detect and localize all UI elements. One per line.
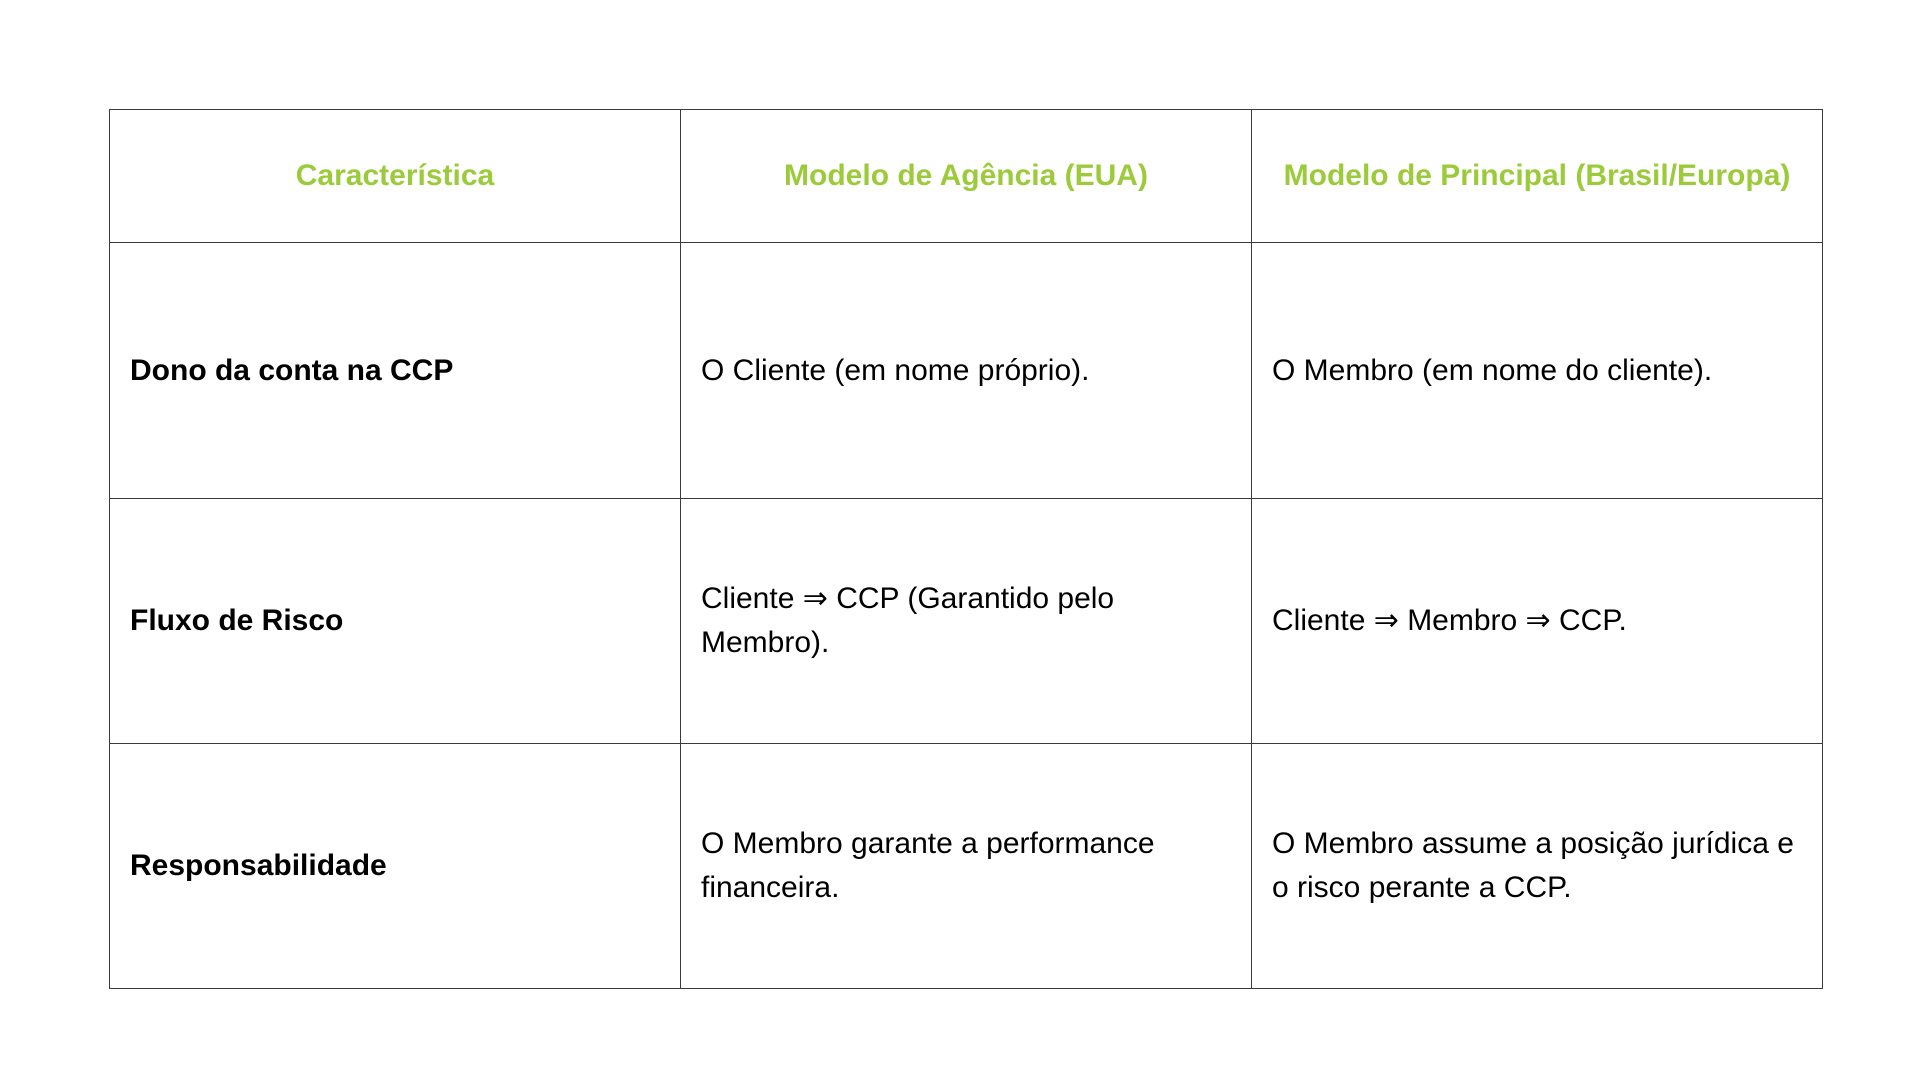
table-row bbox=[110, 243, 1823, 499]
comparison-table bbox=[109, 109, 1823, 989]
column-header-agency-model: Modelo de Agência (EUA) bbox=[681, 110, 1252, 243]
row-label: Fluxo de Risco bbox=[110, 499, 681, 744]
agency-cell: Cliente ⇒ CCP (Garantido pelo Membro). bbox=[681, 499, 1252, 744]
row-label: Responsabilidade bbox=[110, 744, 681, 989]
principal-cell: O Membro assume a posição jurídica e o risco perante a CCP. bbox=[1252, 744, 1823, 989]
agency-cell: O Membro garante a performance financeira. bbox=[681, 744, 1252, 989]
column-header-characteristic: Característica bbox=[110, 110, 681, 243]
principal-cell: O Membro (em nome do cliente). bbox=[1252, 243, 1823, 499]
comparison-table-container bbox=[109, 109, 1822, 989]
column-header-principal-model: Modelo de Principal (Brasil/Europa) bbox=[1252, 110, 1823, 243]
table-row bbox=[110, 744, 1823, 989]
table-row bbox=[110, 499, 1823, 744]
row-label: Dono da conta na CCP bbox=[110, 243, 681, 499]
table-header-row bbox=[110, 110, 1823, 243]
principal-cell: Cliente ⇒ Membro ⇒ CCP. bbox=[1252, 499, 1823, 744]
agency-cell: O Cliente (em nome próprio). bbox=[681, 243, 1252, 499]
